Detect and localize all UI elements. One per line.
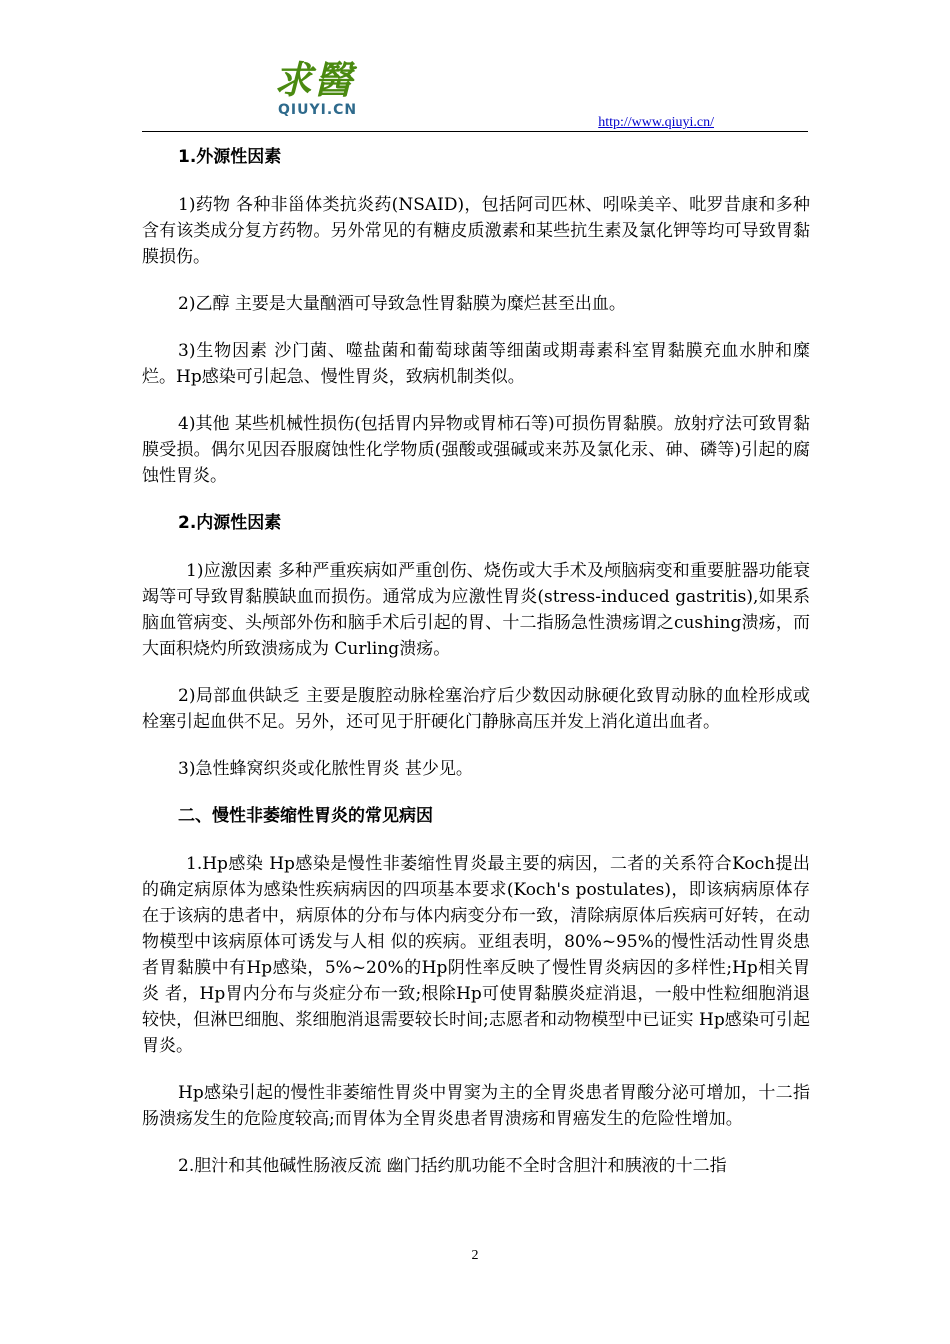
- paragraph-hp-infection: 1.Hp感染 Hp感染是慢性非萎缩性胃炎最主要的病因，二者的关系符合Koch提出的确定病原体为感染性疾病病因的四项基本要求(Koch's postulates)，即该病病原体存在于该病的患者中，病原体的分布与体内病变分布一致，清除病原体后疾病可好转，在动物模型中该病原体可诱发与人相 似的疾病。亚组表明，80%~95%的慢性活动性胃炎患者胃黏膜中有Hp感染，5%~20%的Hp阴性率反映了慢性胃炎病因的多样性;Hp相关胃炎 者，Hp胃内分布与炎症分布一致;根除Hp可使胃黏膜炎症消退，一般中性粒细胞消退较快，但淋巴细胞、浆细胞消退需要较长时间;志愿者和动物模型中已证实 Hp感染可引起胃炎。: [142, 854, 810, 1056]
- paragraph-ischemia: 2)局部血供缺乏 主要是腹腔动脉栓塞治疗后少数因动脉硬化致胃动脉的血栓形成或栓塞引起血供不足。另外，还可见于肝硬化门静脉高压并发上消化道出血者。: [142, 686, 810, 732]
- site-url-link[interactable]: http://www.qiuyi.cn/: [598, 115, 714, 130]
- paragraph-phlegmonous: 3)急性蜂窝织炎或化脓性胃炎 甚少见。: [178, 759, 473, 779]
- paragraph-drugs: 1)药物 各种非甾体类抗炎药(NSAID)，包括阿司匹林、吲哚美辛、吡罗昔康和多种含有该类成分复方药物。另外常见的有糖皮质激素和某些抗生素及氯化钾等均可导致胃黏膜损伤。: [142, 195, 810, 267]
- paragraph-biological: 3)生物因素 沙门菌、噬盐菌和葡萄球菌等细菌或期毒素科室胃黏膜充血水肿和糜烂。Hp感染可引起急、慢性胃炎，致病机制类似。: [142, 341, 810, 387]
- paragraph-bile-reflux: 2.胆汁和其他碱性肠液反流 幽门括约肌功能不全时含胆汁和胰液的十二指: [178, 1156, 727, 1176]
- logo-english-text: QIUYI.CN: [278, 102, 358, 118]
- logo-chinese-text: 求醫: [274, 57, 355, 102]
- paragraph-alcohol: 2)乙醇 主要是大量酗酒可导致急性胃黏膜为糜烂甚至出血。: [178, 294, 626, 314]
- page-header: [142, 58, 808, 134]
- qiuyi-logo: [274, 58, 384, 128]
- document-body: [142, 144, 810, 1200]
- section-heading-exogenous: 1.外源性因素: [178, 147, 282, 167]
- page-number: 2: [471, 1248, 479, 1263]
- paragraph-stress: 1)应激因素 多种严重疾病如严重创伤、烧伤或大手术及颅脑病变和重要脏器功能衰竭等可导致胃黏膜缺血而损伤。通常成为应激性胃炎(stress-induced gastritis),如果系脑血管病变、头颅部外伤和脑手术后引起的胃、十二指肠急性溃疡谓之cushing溃疡，而大面积烧灼所致溃疡成为 Curling溃疡。: [142, 561, 810, 659]
- paragraph-hp-gastritis-acid: Hp感染引起的慢性非萎缩性胃炎中胃窦为主的全胃炎患者胃酸分泌可增加，十二指肠溃疡发生的危险度较高;而胃体为全胃炎患者胃溃疡和胃癌发生的危险性增加。: [142, 1083, 810, 1129]
- paragraph-other: 4)其他 某些机械性损伤(包括胃内异物或胃柿石等)可损伤胃黏膜。放射疗法可致胃黏膜受损。偶尔见因吞服腐蚀性化学物质(强酸或强碱或来苏及氯化汞、砷、磷等)引起的腐蚀性胃炎。: [142, 414, 810, 486]
- section-heading-chronic-gastritis: 二、慢性非萎缩性胃炎的常见病因: [178, 806, 433, 826]
- section-heading-endogenous: 2.内源性因素: [178, 513, 282, 533]
- header-divider: [142, 131, 808, 132]
